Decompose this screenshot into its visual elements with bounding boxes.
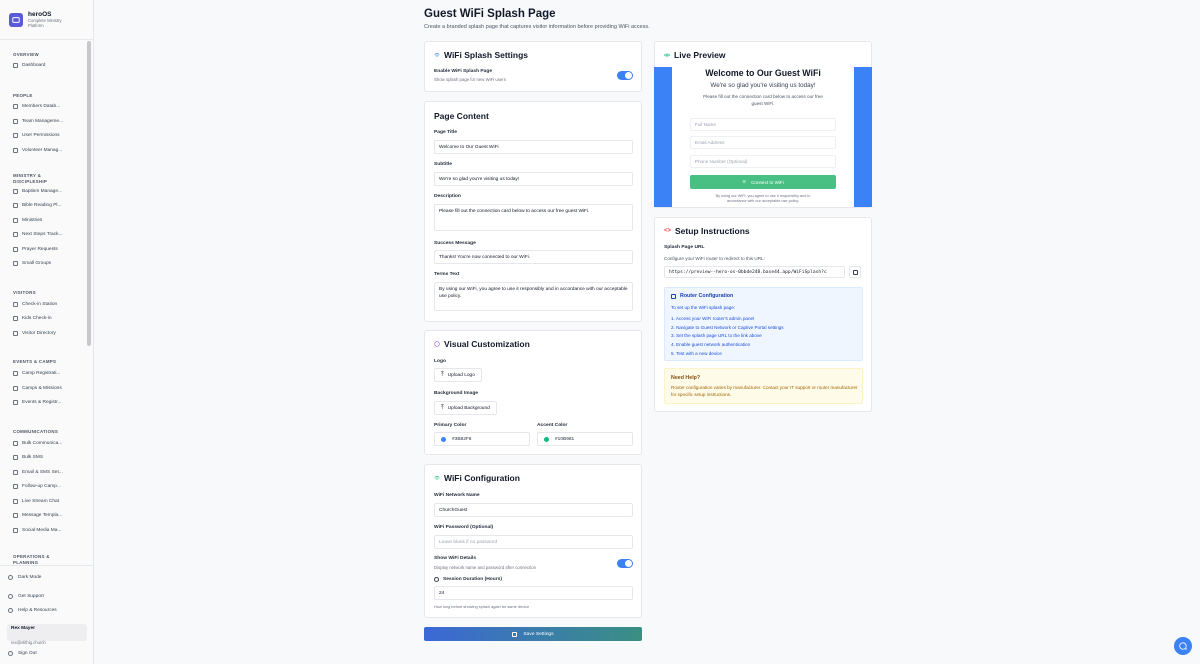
enable-splash-label: Enable WiFi Splash Page [434, 69, 493, 74]
section-ministry: MINISTRY & DISCIPLESHIP [13, 173, 48, 184]
app-logo [9, 13, 23, 27]
subtitle-label: Subtitle [434, 162, 452, 167]
wifi-icon [434, 475, 440, 481]
sidebar [0, 0, 94, 664]
sidebar-item-checkin-station[interactable]: Check-in Station [9, 299, 83, 310]
preview-subheading: We're so glad you're visiting us today! [710, 82, 816, 89]
logout-icon [8, 651, 13, 656]
show-wifi-details-toggle[interactable] [617, 559, 633, 568]
mail-icon [13, 470, 18, 475]
section-overview: OVERVIEW [13, 52, 39, 57]
megaphone-icon [13, 441, 18, 446]
preview-connect-button[interactable]: ≋ Connect to WiFi [690, 175, 836, 189]
card-title: Live Preview [664, 50, 726, 60]
copy-icon [853, 270, 858, 275]
user-card[interactable] [7, 624, 87, 645]
section-visitors: VISITORS [13, 290, 36, 295]
sidebar-item-camp-registration[interactable]: Camp Registrati... [9, 368, 83, 379]
upload-icon: ⤒ [441, 404, 444, 411]
preview-description: Please fill out the connection card below to access our free guest WiFi. [703, 94, 823, 106]
card-title: WiFi Splash Settings [434, 50, 528, 60]
splash-url-field[interactable]: https://preview--hero-os-0bbde248.base44.app/WiFiSplash?c [664, 266, 845, 278]
need-help-title: Need Help? [671, 375, 701, 381]
enable-splash-toggle[interactable] [617, 71, 633, 80]
wifi-icon: ≋ [742, 179, 747, 184]
chat-icon [13, 499, 18, 504]
accent-color-input[interactable]: #10B981 [537, 432, 633, 446]
code-icon: <> [664, 228, 672, 234]
terms-label: Terms Text [434, 272, 460, 277]
get-support-link[interactable]: Get Support [8, 591, 44, 601]
wifi-configuration-card [424, 464, 642, 618]
splash-preview-panel [672, 67, 854, 207]
template-icon [13, 513, 18, 518]
session-duration-label: Session Duration (Hours) [434, 577, 502, 582]
calendar-icon [13, 400, 18, 405]
app-subtitle: Platform [28, 23, 44, 28]
sidebar-item-small-groups[interactable]: Small Groups [9, 258, 83, 269]
section-operations: OPERATIONS & PLANNING [13, 554, 50, 565]
sidebar-footer [0, 565, 94, 664]
sidebar-item-events[interactable]: Events & Registr... [9, 397, 83, 408]
team-icon [13, 119, 18, 124]
preview-phone-input[interactable]: Phone Number (Optional) [690, 155, 836, 168]
save-icon [512, 632, 517, 637]
sidebar-item-visitor-directory[interactable]: Visitor Directory [9, 328, 83, 339]
tent-icon [13, 371, 18, 376]
page-title-label: Page Title [434, 130, 458, 135]
clock-icon [434, 577, 439, 582]
prayer-icon [13, 247, 18, 252]
session-duration-hint: How long before showing splash again for same device [434, 604, 530, 609]
steps-icon [13, 232, 18, 237]
kids-icon [13, 316, 18, 321]
sidebar-item-baptism[interactable]: Baptism Manage... [9, 186, 83, 197]
sidebar-item-kids-checkin[interactable]: Kids Check-in [9, 313, 83, 324]
router-config-title: Router Configuration [671, 293, 733, 299]
help-icon [8, 608, 13, 613]
eye-icon [664, 52, 670, 58]
success-message-input[interactable]: Thanks! You're now connected to our WiFi. [434, 250, 633, 264]
sidebar-item-dashboard[interactable]: Dashboard [9, 60, 83, 71]
group-icon [13, 261, 18, 266]
sidebar-item-social[interactable]: Social Media Ma... [9, 525, 83, 536]
list-item: 1. Access your WiFi router's admin panel [671, 316, 755, 321]
subtitle-input[interactable]: We're so glad you're visiting us today! [434, 172, 633, 186]
description-textarea[interactable]: Please fill out the connection card below to access our free guest WiFi. [434, 204, 633, 231]
moon-icon [8, 575, 13, 580]
logo-label: Logo [434, 359, 446, 364]
need-help-text: Router configuration varies by manufacturer. Contact your IT support or router manufacturer for specific setup instructions. [671, 385, 858, 397]
sidebar-item-bulk-comm[interactable]: Bulk Communica... [9, 438, 83, 449]
members-icon [13, 104, 18, 109]
upload-background-button[interactable]: ⤒ Upload Background [434, 401, 497, 415]
message-icon [13, 455, 18, 460]
page-description: Create a branded splash page that captures visitor information before providing WiFi access. [424, 24, 650, 30]
description-label: Description [434, 194, 461, 199]
sidebar-item-volunteer[interactable]: Volunteer Manag... [9, 145, 83, 156]
section-people: PEOPLE [13, 93, 33, 98]
list-item: 4. Enable guest network authentication [671, 342, 751, 348]
app-subtitle: Complete Ministry [28, 18, 62, 23]
primary-color-label: Primary Color [434, 423, 467, 428]
sidebar-item-next-steps[interactable]: Next Steps Track... [9, 229, 83, 240]
need-help-box [664, 368, 863, 404]
sidebar-item-camps-missions[interactable]: Camps & Missions [9, 383, 83, 394]
save-settings-button[interactable]: Save Settings [424, 627, 642, 641]
wifi-icon [434, 52, 440, 58]
heart-icon [13, 148, 18, 153]
upload-icon: ⤒ [441, 371, 444, 378]
show-wifi-details-label: Show WiFi Details [434, 556, 477, 561]
splash-url-hint: Configure your WiFi router to redirect to this URL: [664, 256, 765, 261]
dark-mode-toggle[interactable]: Dark Mode [8, 572, 41, 582]
sidebar-item-team[interactable]: Team Manageme... [9, 116, 83, 127]
primary-color-input[interactable]: #3B82F6 [434, 432, 530, 446]
list-item: 3. Set the splash page URL to the link above [671, 333, 762, 339]
setup-instructions-card [654, 217, 872, 412]
sidebar-nav [0, 41, 86, 565]
page-title: Guest WiFi Splash Page [424, 8, 556, 20]
checkin-icon [13, 302, 18, 307]
accent-color-label: Accent Color [537, 423, 568, 428]
splash-preview [654, 67, 872, 207]
session-duration-input[interactable]: 24 [434, 586, 633, 600]
router-configuration-box [664, 287, 863, 361]
sidebar-item-permissions[interactable]: User Permissions [9, 130, 83, 141]
page-title-input[interactable]: Welcome to Our Guest WiFi [434, 140, 633, 154]
card-title: Page Content [434, 111, 489, 121]
user-email: rex@elithig.church [11, 640, 46, 645]
preview-email-input[interactable]: Email Address [690, 136, 836, 149]
primary-color-swatch[interactable] [441, 437, 446, 442]
page-content-card [424, 101, 642, 322]
sidebar-item-email-sms[interactable]: Email & SMS Set... [9, 467, 83, 478]
followup-icon [13, 484, 18, 489]
terms-textarea[interactable]: By using our WiFi, you agree to use it responsibly and in accordance with our acceptable use policy. [434, 282, 633, 311]
wifi-password-label: WiFi Password (Optional) [434, 525, 494, 530]
sidebar-item-prayer[interactable]: Prayer Requests [9, 244, 83, 255]
card-title: <> Setup Instructions [664, 226, 750, 236]
list-item: 5. Test with a new device [671, 350, 722, 356]
church-icon [13, 218, 18, 223]
brand [0, 0, 93, 40]
share-icon [13, 528, 18, 533]
directory-icon [13, 331, 18, 336]
sidebar-item-bulk-sms[interactable]: Bulk SMS [9, 452, 83, 463]
book-icon [13, 203, 18, 208]
sidebar-item-members[interactable]: Members Datab... [9, 101, 83, 112]
droplet-icon [13, 189, 18, 194]
preview-full-name-input[interactable]: Full Name [690, 118, 836, 131]
chat-icon [1179, 637, 1187, 655]
router-config-intro: To set up the WiFi splash page: [671, 305, 736, 310]
sidebar-item-live-chat[interactable]: Live Stream Chat [9, 496, 83, 507]
router-icon [671, 294, 676, 299]
sidebar-scrollbar[interactable] [87, 41, 91, 346]
splash-url-label: Splash Page URL [664, 245, 705, 250]
list-item: 2. Navigate to Guest Network or Captive Portal settings [671, 324, 784, 330]
app-name: heroOS [28, 11, 52, 18]
section-communications: COMMUNICATIONS [13, 429, 59, 434]
copy-url-button[interactable] [849, 266, 861, 278]
chat-support-button[interactable] [1174, 637, 1192, 655]
router-config-steps [671, 315, 784, 359]
network-name-label: WiFi Network Name [434, 493, 480, 498]
sign-out-button[interactable]: Sign Out [8, 648, 37, 658]
network-name-input[interactable]: ChurchGuest [434, 503, 633, 517]
visual-customization-card [424, 330, 642, 455]
wifi-password-input[interactable]: Leave blank if no password [434, 535, 633, 549]
shield-icon [13, 133, 18, 138]
wifi-splash-settings-card [424, 41, 642, 92]
accent-color-swatch[interactable] [544, 437, 549, 442]
section-events: EVENTS & CAMPS [13, 359, 57, 364]
palette-icon [434, 341, 440, 347]
sidebar-item-followup[interactable]: Follow-up Camp... [9, 481, 83, 492]
show-wifi-details-hint: Display network name and password after connection [434, 565, 536, 570]
card-title: Visual Customization [434, 339, 530, 349]
enable-splash-hint: Show splash page for new WiFi users [434, 77, 506, 82]
sidebar-item-bible-reading[interactable]: Bible Reading Pl... [9, 200, 83, 211]
dashboard-icon [13, 63, 18, 68]
user-name: Rex Mayer [11, 626, 35, 631]
support-icon [8, 594, 13, 599]
sidebar-item-ministries[interactable]: Ministries [9, 215, 83, 226]
background-image-label: Background Image [434, 391, 479, 396]
help-resources-link[interactable]: Help & Resources [8, 605, 57, 615]
globe-icon [13, 386, 18, 391]
preview-heading: Welcome to Our Guest WiFi [705, 68, 821, 78]
sidebar-item-templates[interactable]: Message Templa... [9, 510, 83, 521]
card-title: WiFi Configuration [434, 473, 520, 483]
success-message-label: Success Message [434, 241, 476, 246]
preview-terms: By using our WiFi, you agree to use it responsibly and in accordance with our acceptable use policy. [715, 194, 811, 203]
upload-logo-button[interactable]: ⤒ Upload Logo [434, 368, 482, 382]
